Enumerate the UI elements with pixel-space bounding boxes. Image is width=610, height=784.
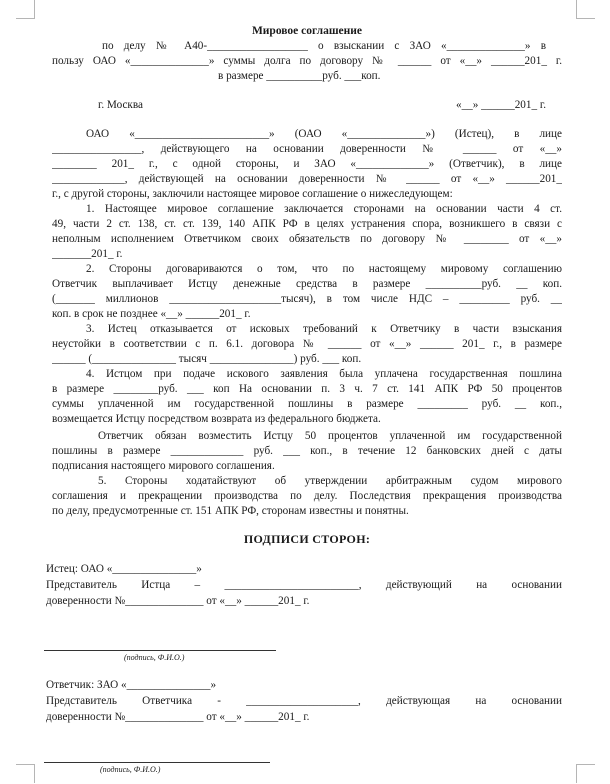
clause-1-line: неполным исполнением Ответчиком своих обязательств по договору № ________ от «__» xyxy=(52,233,562,245)
clause-4b-line: Ответчик обязан возместить Истцу 50 процентов уплаченной им государственной xyxy=(98,430,562,442)
clause-2-line: Ответчик выплачивает Истцу денежные средства в размере __________руб. __ коп. xyxy=(52,278,562,290)
clause-5-line: по делу, предусмотренные ст. 151 АПК РФ, сторонам известны и понятны. xyxy=(52,505,409,517)
defendant-line: Представитель Ответчика - ____________________, действующая на основании xyxy=(46,695,562,707)
crop-mark-bottom-left xyxy=(16,764,35,783)
plaintiff-line: Представитель Истца – ________________________, действующий на основании xyxy=(46,579,562,591)
preamble-line: ________________, действующего на основании доверенности № ______ от «__» xyxy=(52,143,562,155)
clause-4b-line: пошлины в размере _____________ руб. ___ коп., в течение 12 банковских дней с даты xyxy=(52,445,562,457)
clause-1-line: 1. Настоящее мировое соглашение заключается сторонами на основании части 4 ст. xyxy=(86,203,562,215)
plaintiff-signature-line xyxy=(44,650,276,651)
header-line: в размере __________руб. ___коп. xyxy=(218,70,381,82)
clause-2-line: 2. Стороны договариваются о том, что по настоящему мировому соглашению xyxy=(86,263,562,275)
clause-3-line: неустойки в соответствии с п. 6.1. договора № ______ от «__» ______ 201_ г., в размере xyxy=(52,338,562,350)
defendant-signature-line xyxy=(44,762,270,763)
clause-1-line: 49, части 2 ст. 138, ст. ст. 139, 140 АПК РФ в целях устранения спора, возникшего в связи с xyxy=(52,218,562,230)
clause-1-line: _______201_ г. xyxy=(52,248,123,260)
clause-5-line: соглашения и прекращении производства по делу. Последствия прекращения производства xyxy=(52,490,562,502)
clause-4-line: 4. Истцом при подаче искового заявления была уплачена государственная пошлина xyxy=(86,368,562,380)
defendant-signature-caption: (подпись, Ф.И.О.) xyxy=(100,765,161,774)
clause-3-line: ______ (_______________ тысяч _______________) руб. ___ коп. xyxy=(52,353,362,365)
clause-2-line: коп. в срок не позднее «__» ______201_ г. xyxy=(52,308,251,320)
preamble-line: ________ 201_ г., с одной стороны, и ЗАО «_____________» (Ответчик), в лице xyxy=(52,158,562,170)
header-line: пользу ОАО «______________» суммы долга по договору № ______ от «__» ______201_ г. xyxy=(52,55,562,67)
clause-3-line: 3. Истец отказывается от исковых требований к Ответчику в части взыскания xyxy=(86,323,562,335)
plaintiff-signature-caption: (подпись, Ф.И.О.) xyxy=(124,653,185,662)
document-title: Мировое соглашение xyxy=(251,25,363,37)
preamble-line: г., с другой стороны, заключили настоящее мировое соглашение о нижеследующем: xyxy=(52,188,453,200)
clause-4-line: в размере ________руб. ___ коп На основании п. 3 ч. 7 ст. 141 АПК РФ 50 процентов xyxy=(52,383,562,395)
header-line: по делу № А40-__________________ о взыскании с ЗАО «______________» в xyxy=(102,40,546,52)
clause-4b-line: подписания настоящего мирового соглашения. xyxy=(52,460,275,472)
clause-4-line: суммы уплаченной им государственной пошлины в размере _________ руб. __ коп., xyxy=(52,398,562,410)
crop-mark-bottom-right xyxy=(576,764,595,783)
clause-4-line: возмещается Истцу посредством возврата из федерального бюджета. xyxy=(52,413,381,425)
preamble-line: ОАО «________________________» (ОАО «______________») (Истец), в лице xyxy=(86,128,562,140)
defendant-line: Ответчик: ЗАО «_______________» xyxy=(46,679,217,691)
clause-2-line: (_______ миллионов ____________________тысяч), в том числе НДС – _________ руб. __ xyxy=(52,293,562,305)
clause-5-line: 5. Стороны ходатайствуют об утверждении арбитражным судом мирового xyxy=(98,475,562,487)
plaintiff-line: доверенности №______________ от «__» ______201_ г. xyxy=(46,595,310,607)
crop-mark-top-right xyxy=(576,0,595,19)
defendant-line: доверенности №______________ от «__» ______201_ г. xyxy=(46,711,310,723)
city: г. Москва xyxy=(98,99,143,111)
preamble-line: _____________, действующей на основании доверенности № ______ от «__» ______201_ xyxy=(52,173,562,185)
signatures-title: ПОДПИСИ СТОРОН: xyxy=(243,533,371,546)
document-date: «__» ______201_ г. xyxy=(455,99,546,111)
crop-mark-top-left xyxy=(16,0,35,19)
plaintiff-line: Истец: ОАО «_______________» xyxy=(46,563,202,575)
